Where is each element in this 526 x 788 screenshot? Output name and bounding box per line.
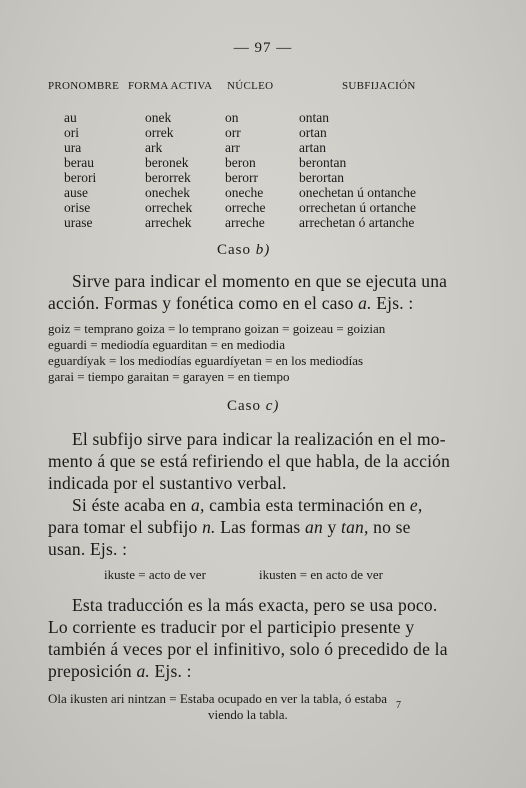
table-cell: berontan: [299, 155, 347, 170]
example-line: ikuste = acto de ver: [104, 567, 206, 582]
paragraph-line: también á veces por el infinitivo, solo ó precedido de la: [48, 639, 448, 659]
variable-text: e,: [409, 495, 423, 515]
text-run: Ejs. :: [154, 661, 192, 681]
table-cell: arrechetan ó artanche: [299, 215, 415, 230]
example-line: ikusten = en acto de ver: [259, 567, 383, 582]
table-cell: ori: [64, 125, 79, 140]
variable-text: a.: [358, 293, 372, 313]
caso-letter: b): [255, 242, 271, 258]
table-cell: ause: [64, 185, 88, 200]
paragraph-line: [48, 292, 413, 314]
header-nucleo: NÚCLEO: [227, 80, 274, 92]
paragraph-line: mento á que se está refiriendo el que habla, de la acción: [48, 451, 451, 471]
header-subfijacion: SUBFIJACIÓN: [342, 80, 416, 92]
text-run: para tomar el subfijo: [48, 517, 198, 537]
final-example-line: viendo la tabla.: [208, 707, 288, 722]
table-cell: berortan: [299, 170, 344, 185]
variable-text: a,: [191, 495, 205, 515]
paragraph-line: El subfijo sirve para indicar la realización en el mo-: [72, 429, 446, 449]
table-cell: ark: [145, 140, 163, 155]
header-forma-activa: FORMA ACTIVA: [128, 80, 213, 92]
table-cell: berori: [64, 170, 97, 185]
section-heading-caso-b: [217, 242, 270, 259]
table-cell: arreche: [225, 215, 265, 230]
signature-mark: 7: [396, 700, 401, 711]
paragraph-line: [48, 660, 192, 682]
table-cell: orrechetan ú ortanche: [299, 200, 416, 215]
header-pronombre: PRONOMBRE: [48, 80, 120, 92]
paragraph-line: usan. Ejs. :: [48, 539, 128, 559]
table-cell: orreche: [225, 200, 266, 215]
paragraph-line: indicada por el sustantivo verbal.: [48, 473, 287, 493]
example-line: garai = tiempo garaitan = garayen = en tiempo: [48, 369, 290, 384]
variable-text: n.: [202, 517, 216, 537]
table-cell: berau: [64, 155, 94, 170]
text-run: acción. Formas y fonética como en el caso: [48, 293, 354, 313]
table-cell: orr: [225, 125, 241, 140]
text-run: cambia esta terminación en: [209, 495, 406, 515]
text-run: Si éste acaba en: [72, 495, 187, 515]
page-number: — 97 —: [233, 40, 293, 56]
table-cell: beron: [225, 155, 256, 170]
paragraph-line: [72, 494, 422, 516]
table-cell: ortan: [299, 125, 327, 140]
table-cell: orrechek: [145, 200, 193, 215]
table-cell: berorr: [225, 170, 258, 185]
variable-text: an: [305, 517, 323, 537]
table-cell: orise: [64, 200, 91, 215]
caso-label: Caso: [227, 398, 261, 414]
table-cell: beronek: [145, 155, 189, 170]
paragraph-line: Lo corriente es traducir por el participio presente y: [48, 617, 415, 637]
table-cell: berorrek: [145, 170, 191, 185]
example-line: eguardi = mediodía eguarditan = en mediodia: [48, 337, 286, 352]
table-cell: ura: [64, 140, 82, 155]
example-line: goiz = temprano goiza = lo temprano goizan = goizeau = goizian: [48, 321, 386, 336]
table-cell: onek: [145, 110, 172, 125]
variable-text: tan,: [341, 517, 369, 537]
section-heading-caso-c: [227, 398, 279, 415]
example-line: eguardíyak = los mediodías eguardíyetan = en los mediodías: [48, 353, 364, 368]
paragraph-line: Esta traducción es la más exacta, pero se usa poco.: [72, 595, 438, 615]
table-cell: arr: [225, 140, 240, 155]
table-cell: arrechek: [145, 215, 192, 230]
table-cell: oneche: [225, 185, 264, 200]
table-cell: on: [225, 110, 239, 125]
table-cell: onechetan ú ontanche: [299, 185, 416, 200]
paragraph-line: [48, 516, 411, 538]
paragraph-line: Sirve para indicar el momento en que se ejecuta una: [72, 271, 448, 291]
text-run: no se: [373, 517, 411, 537]
table-cell: au: [64, 110, 77, 125]
text-run: preposición: [48, 661, 132, 681]
table-cell: onechek: [145, 185, 190, 200]
text-run: Las formas: [220, 517, 301, 537]
table-cell: ontan: [299, 110, 329, 125]
table-cell: artan: [299, 140, 326, 155]
table-cell: orrek: [145, 125, 174, 140]
table-cell: urase: [64, 215, 93, 230]
caso-letter: c): [265, 398, 280, 414]
final-example-line: Ola ikusten ari nintzan = Estaba ocupado en ver la tabla, ó estaba: [48, 691, 388, 706]
text-run: Ejs. :: [376, 293, 414, 313]
variable-text: a.: [136, 661, 150, 681]
caso-label: Caso: [217, 242, 251, 258]
text-run: y: [327, 517, 337, 537]
